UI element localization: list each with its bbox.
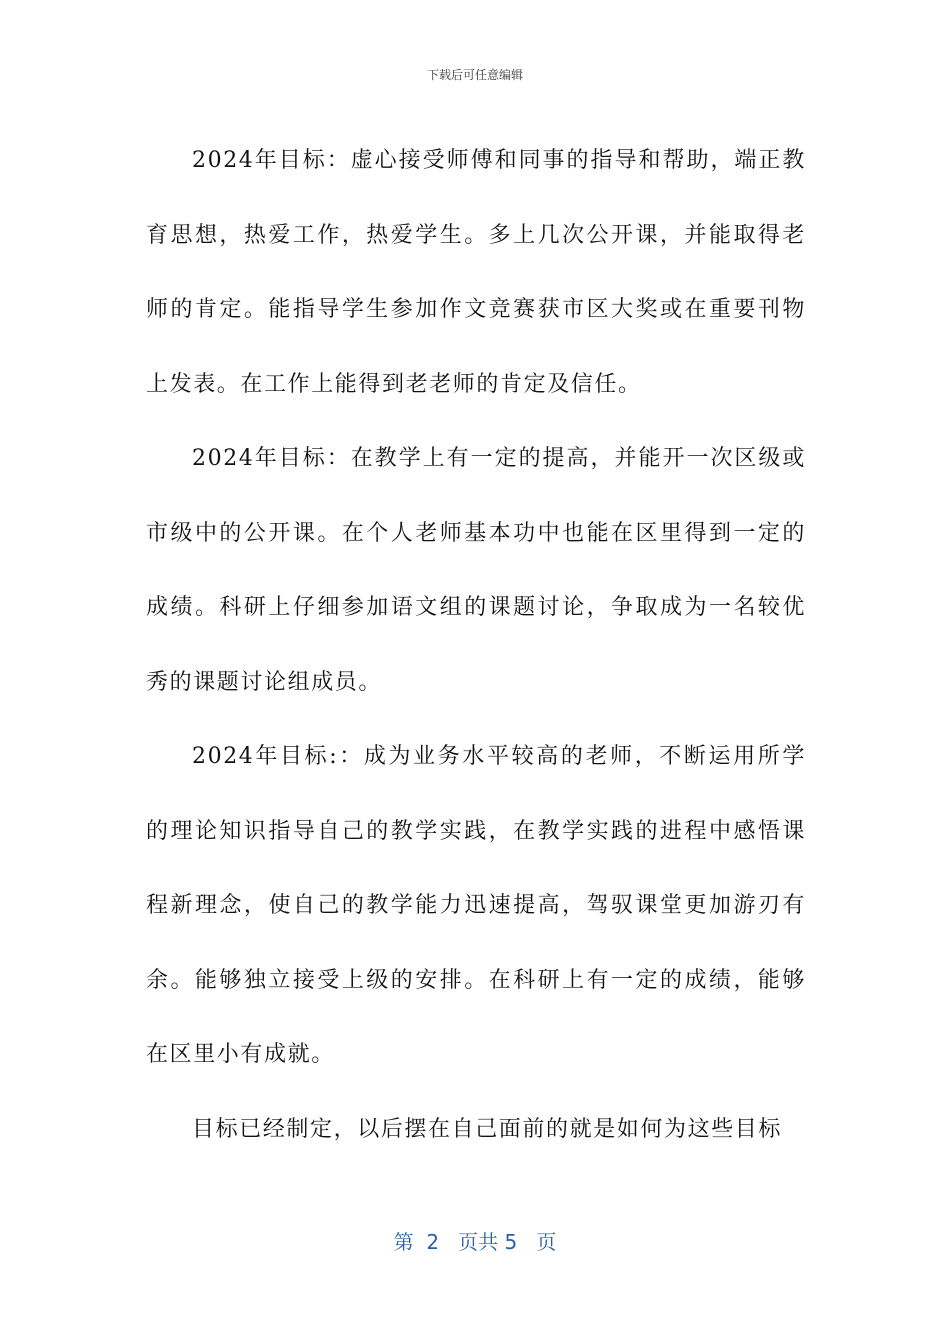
page-middle: 页共 — [458, 1230, 499, 1254]
paragraph-goal-2: 2024年目标：在教学上有一定的提高，并能开一次区级或市级中的公开课。在个人老师基本功中也能在区里得到一定的成绩。科研上仔细参加语文组的课题讨论，争取成为一名较优秀的课题讨论组成员。 — [146, 446, 806, 695]
document-body — [146, 124, 806, 1167]
page-footer — [0, 1226, 950, 1255]
paragraph-goal-3: 2024年目标:：成为业务水平较高的老师，不断运用所学的理论知识指导自己的教学实践，在教学实践的进程中感悟课程新理念，使自己的教学能力迅速提高，驾驭课堂更加游刃有余。能够独立接受上级的安排。在科研上有一定的成绩，能够在区里小有成就。 — [146, 744, 806, 1067]
header-note: 下载后可任意编辑 — [426, 68, 523, 82]
page-current: 2 — [426, 1230, 440, 1254]
page-suffix: 页 — [536, 1230, 557, 1254]
paragraph-closing: 目标已经制定，以后摆在自己面前的就是如何为这些目标 — [192, 1116, 783, 1142]
page-prefix: 第 — [393, 1230, 414, 1254]
page-total: 5 — [504, 1230, 518, 1254]
paragraph-goal-1: 2024年目标：虚心接受师傅和同事的指导和帮助，端正教育思想，热爱工作，热爱学生。多上几次公开课，并能取得老师的肯定。能指导学生参加作文竞赛获市区大奖或在重要刊物上发表。在工作上能得到老老师的肯定及信任。 — [146, 148, 806, 397]
